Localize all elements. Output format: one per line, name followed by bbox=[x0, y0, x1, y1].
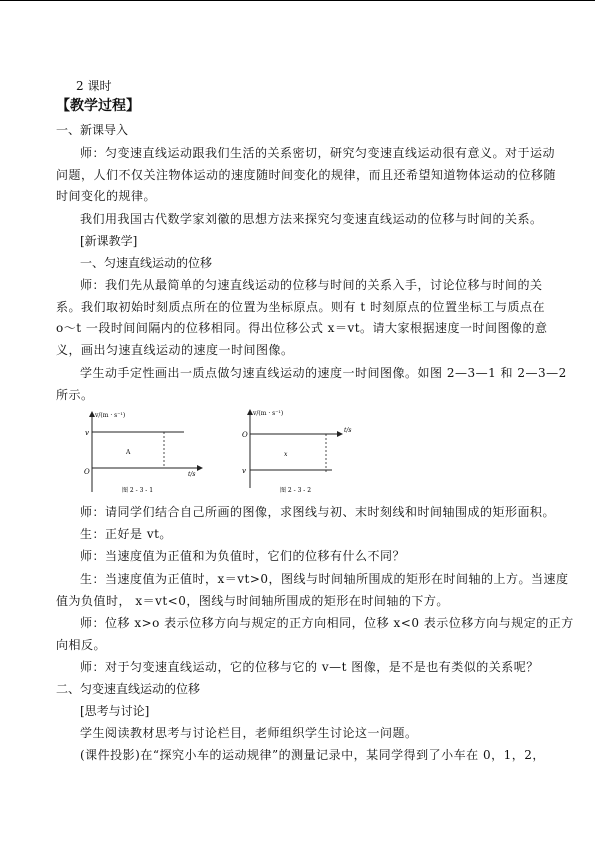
y-axis-label: v/(m · s⁻¹) bbox=[253, 410, 284, 417]
think-tag: [思考与讨论] bbox=[80, 704, 150, 718]
paragraph-line: 生：正好是 vt。 bbox=[80, 527, 172, 541]
paragraph-line: o～t 一段时间间隔内的位移相同。得出位移公式 x＝vt。请大家根据速度一时间图像的意 bbox=[56, 321, 548, 335]
subsection-title: 一、匀速直线运动的位移 bbox=[80, 256, 213, 270]
paragraph-line: (课件投影)在“探究小车的运动规律”的测量记录中，某同学得到了小车在 0，1，2， bbox=[80, 748, 545, 762]
section-title-2: 二、匀变速直线运动的位移 bbox=[56, 682, 201, 696]
paragraph-line: 学生阅读教材思考与讨论栏目，老师组织学生讨论这一问题。 bbox=[80, 726, 418, 740]
paragraph-line: 义，画出匀速直线运动的速度一时间图像。 bbox=[56, 343, 294, 357]
paragraph-line: 师：匀变速直线运动跟我们生活的关系密切，研究匀变速直线运动很有意义。对于运动 bbox=[80, 146, 556, 160]
paragraph-line: 问题，人们不仅关注物体运动的速度随时间变化的规律，而且还希望知道物体运动的位移随 bbox=[56, 168, 557, 182]
paragraph-line: 师：当速度值为正值和为负值时，它们的位移有什么不同？ bbox=[80, 549, 406, 563]
paragraph-line: 师：对于匀变速直线运动，它的位移与它的 v—t 图像，是不是也有类似的关系呢？ bbox=[80, 660, 539, 674]
paragraph-line: 我们用我国古代数学家刘徽的思想方法来探究匀变速直线运动的位移与时间的关系。 bbox=[80, 212, 543, 226]
v-label: v bbox=[85, 429, 89, 437]
new-lesson-tag: [新课教学] bbox=[80, 234, 138, 248]
figure-2-3-1 bbox=[80, 406, 220, 498]
paragraph-line: 学生动手定性画出一质点做匀速直线运动的速度一时间图像。如图 2—3—1 和 2—3—2 bbox=[80, 366, 567, 380]
lesson-period: 2 课时 bbox=[76, 79, 112, 93]
x-axis-label: t/s bbox=[344, 427, 352, 434]
origin-label: O bbox=[84, 468, 90, 476]
figure-caption: 图 2 - 3 - 2 bbox=[280, 487, 312, 494]
paragraph-line: 向相反。 bbox=[56, 638, 107, 652]
area-label: A bbox=[126, 449, 131, 456]
x-axis-label: t/s bbox=[188, 471, 196, 478]
paragraph-line: 生：当速度值为正值时，x＝vt>0，图线与时间轴所围成的矩形在时间轴的上方。当速度 bbox=[80, 572, 569, 586]
paragraph-line: 师：位移 x>o 表示位移方向与规定的正方向相同，位移 x<0 表示位移方向与规定的正方 bbox=[80, 616, 574, 630]
figure-2-3-2 bbox=[236, 404, 376, 498]
figure-caption: 图 2 - 3 - 1 bbox=[122, 487, 154, 494]
v-label: v bbox=[242, 467, 246, 475]
paragraph-line: 所示。 bbox=[56, 388, 94, 402]
section-heading: 【教学过程】 bbox=[56, 98, 140, 114]
paragraph-line: 系。我们取初始时刻质点所在的位置为坐标原点。则有 t 时刻原点的位置坐标工与质点在 bbox=[56, 300, 545, 314]
paragraph-line: 值为负值时， x＝vt<0，图线与时间轴所围成的矩形在时间轴的下方。 bbox=[56, 594, 449, 608]
paragraph-line: 师：我们先从最简单的匀速直线运动的位移与时间的关系入手，讨论位移与时间的关 bbox=[80, 278, 543, 292]
y-axis-label: v/(m · s⁻¹) bbox=[95, 412, 126, 419]
section-title-1: 一、新课导入 bbox=[56, 123, 129, 137]
paragraph-line: 师：请同学们结合自己所画的图像，求图线与初、末时刻线和时间轴围成的矩形面积。 bbox=[80, 505, 556, 519]
area-label: x bbox=[284, 451, 288, 458]
paragraph-line: 时间变化的规律。 bbox=[56, 189, 157, 203]
page-top-rule bbox=[0, 0, 595, 1]
origin-label: O bbox=[242, 431, 248, 439]
